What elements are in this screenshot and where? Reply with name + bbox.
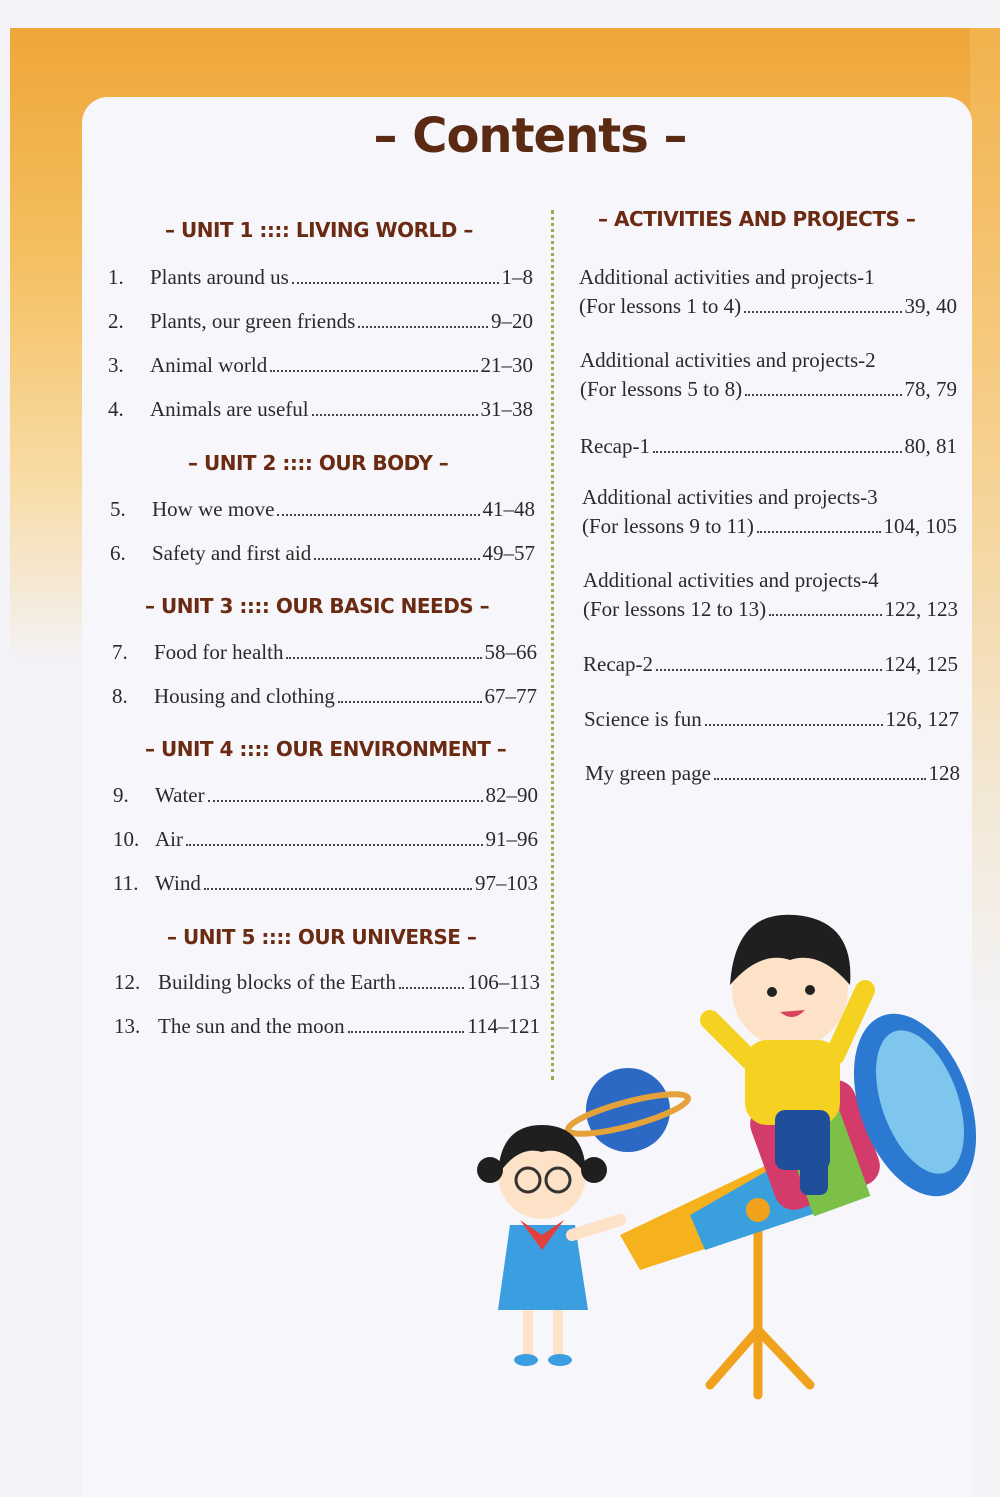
lesson-number: 11.: [113, 871, 139, 895]
leader-dots: [277, 514, 479, 516]
leader-dots: [358, 326, 488, 328]
leader-dots: [286, 657, 481, 659]
lesson-title: Building blocks of the Earth: [158, 970, 396, 994]
lesson-pages: 1–8: [501, 265, 533, 289]
lesson-title: Wind: [155, 871, 201, 895]
entry-pages: 128: [928, 761, 960, 785]
section-heading: – ACTIVITIES AND PROJECTS –: [598, 207, 916, 231]
lesson-number: 7.: [112, 640, 128, 664]
leader-dots: [204, 888, 472, 890]
entry-subtitle: (For lessons 1 to 4): [579, 294, 742, 318]
lesson-pages: 67–77: [484, 684, 537, 708]
lesson-number: 13.: [114, 1014, 141, 1038]
planet: [565, 1068, 691, 1152]
entry-pages: 39, 40: [904, 294, 957, 318]
leader-dots: [769, 614, 881, 616]
toc-entry[interactable]: [580, 434, 957, 459]
unit-heading: – UNIT 3 :::: OUR BASIC NEEDS –: [145, 594, 490, 618]
leader-dots: [270, 370, 477, 372]
leader-dots: [714, 778, 926, 780]
entry-title: Additional activities and projects-1: [579, 265, 875, 289]
leader-dots: [292, 282, 499, 284]
entry-pages: 80, 81: [904, 434, 957, 458]
lesson-number: 5.: [110, 497, 126, 521]
leader-dots: [208, 800, 483, 802]
leader-dots: [312, 414, 478, 416]
lesson-pages: 41–48: [482, 497, 535, 521]
lesson-number: 8.: [112, 684, 128, 708]
entry-pages: 78, 79: [904, 377, 957, 401]
lesson-pages: 91–96: [485, 827, 538, 851]
lesson-title: Air: [155, 827, 183, 851]
entry-pages: 126, 127: [885, 707, 959, 731]
leader-dots: [656, 669, 882, 671]
toc-entry[interactable]: [585, 761, 960, 786]
leader-dots: [745, 394, 901, 396]
entry-title: Science is fun: [584, 707, 702, 731]
unit-heading: – UNIT 1 :::: LIVING WORLD –: [165, 218, 473, 242]
entry-title: Recap-2: [583, 652, 653, 676]
entry-title: Additional activities and projects-2: [580, 348, 876, 372]
lesson-number: 1.: [108, 265, 124, 289]
lesson-title: Animal world: [150, 353, 268, 377]
toc-entry[interactable]: [579, 265, 957, 319]
leader-dots: [757, 531, 881, 533]
leader-dots: [653, 451, 902, 453]
lesson-title: Safety and first aid: [152, 541, 312, 565]
toc-entry[interactable]: [580, 348, 957, 402]
unit-heading: – UNIT 2 :::: OUR BODY –: [188, 451, 449, 475]
unit-heading: – UNIT 5 :::: OUR UNIVERSE –: [167, 925, 477, 949]
entry-title: Additional activities and projects-4: [583, 568, 879, 592]
page-title: – Contents –: [373, 108, 687, 164]
entry-title: Additional activities and projects-3: [582, 485, 878, 509]
orange-page-frame-right: [970, 28, 1000, 1028]
entry-subtitle: (For lessons 5 to 8): [580, 377, 743, 401]
lesson-pages: 21–30: [480, 353, 533, 377]
lesson-pages: 58–66: [484, 640, 537, 664]
leader-dots: [348, 1031, 465, 1033]
girl-character: [477, 1125, 620, 1366]
lesson-number: 9.: [113, 783, 129, 807]
lesson-number: 4.: [108, 397, 124, 421]
entry-title: Recap-1: [580, 434, 650, 458]
lesson-pages: 114–121: [467, 1014, 540, 1038]
lesson-title: How we move: [152, 497, 275, 521]
lesson-title: Plants, our green friends: [150, 309, 356, 333]
leader-dots: [338, 701, 482, 703]
leader-dots: [399, 987, 464, 989]
entry-subtitle: (For lessons 9 to 11): [582, 514, 754, 538]
lesson-number: 12.: [114, 970, 141, 994]
lesson-title: Plants around us: [150, 265, 289, 289]
toc-entry[interactable]: [584, 707, 959, 732]
entry-title: My green page: [585, 761, 711, 785]
toc-entry[interactable]: [582, 485, 957, 539]
entry-pages: 104, 105: [883, 514, 957, 538]
lesson-pages: 31–38: [480, 397, 533, 421]
lesson-number: 3.: [108, 353, 124, 377]
lesson-title: Water: [155, 783, 205, 807]
lesson-pages: 9–20: [491, 309, 533, 333]
entry-subtitle: (For lessons 12 to 13): [583, 597, 767, 621]
toc-entry[interactable]: [583, 568, 958, 622]
lesson-title: Food for health: [154, 640, 284, 664]
lesson-title: Housing and clothing: [154, 684, 335, 708]
lesson-number: 6.: [110, 541, 126, 565]
leader-dots: [186, 844, 483, 846]
lesson-pages: 106–113: [467, 970, 540, 994]
lesson-pages: 82–90: [485, 783, 538, 807]
lesson-number: 2.: [108, 309, 124, 333]
lesson-pages: 97–103: [475, 871, 538, 895]
toc-entry[interactable]: [583, 652, 958, 677]
lesson-number: 10.: [113, 827, 140, 851]
leader-dots: [314, 558, 479, 560]
lesson-title: The sun and the moon: [158, 1014, 345, 1038]
leader-dots: [705, 724, 883, 726]
leader-dots: [744, 311, 901, 313]
lesson-title: Animals are useful: [150, 397, 309, 421]
lesson-pages: 49–57: [482, 541, 535, 565]
children-telescope-illustration: [460, 890, 1000, 1400]
unit-heading: – UNIT 4 :::: OUR ENVIRONMENT –: [145, 737, 507, 761]
entry-pages: 122, 123: [884, 597, 958, 621]
entry-pages: 124, 125: [884, 652, 958, 676]
